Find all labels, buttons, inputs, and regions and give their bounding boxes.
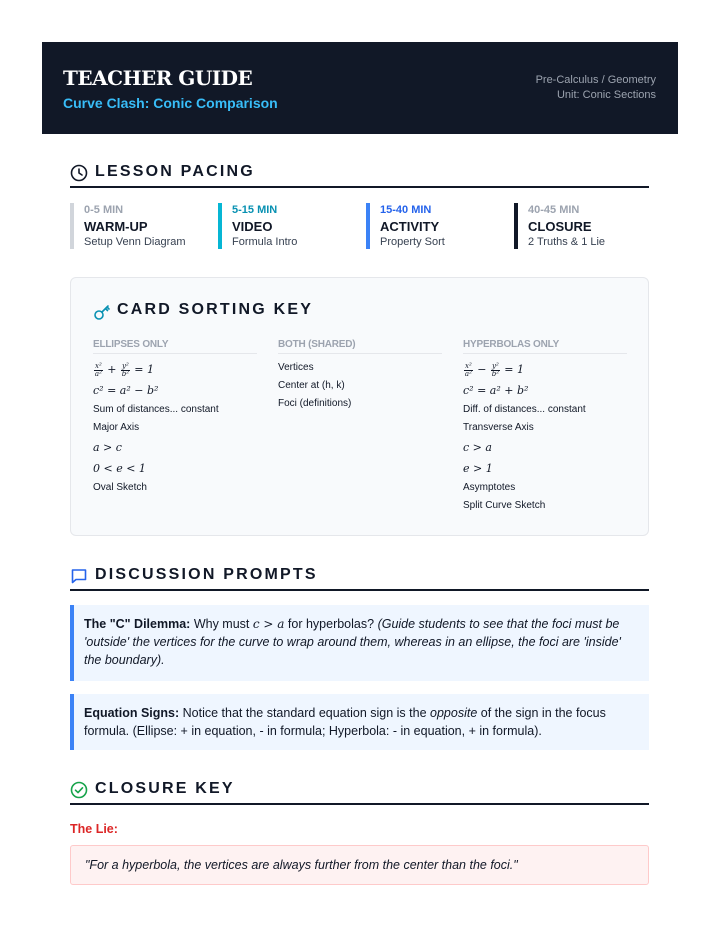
numerator: y² [491, 361, 499, 370]
key-icon [93, 303, 111, 321]
card-item: Foci (definitions) [278, 398, 352, 409]
card-item: Major Axis [93, 422, 140, 433]
prompt-c-dilemma [70, 605, 649, 681]
prompt-note: (Guide students to see that the foci must be 'outside' the vertices for the curve to wrap around them, whereas in an ellipse, the foci are 'inside' the boundary). [84, 617, 621, 667]
pacing-name: ACTIVITY [380, 219, 440, 234]
denominator: a² [464, 369, 472, 378]
hyperbola-relation: c² = a² + b² [463, 384, 529, 397]
prompt-text: Why must [193, 617, 250, 631]
pacing-name: WARM-UP [84, 219, 148, 234]
card-item: Transverse Axis [463, 422, 534, 433]
page-title: TEACHER GUIDE [63, 66, 253, 90]
denominator: b² [491, 369, 500, 378]
numerator: y² [121, 361, 129, 370]
card-item: Diff. of distances... constant [463, 404, 586, 415]
card-item: Split Curve Sketch [463, 500, 546, 511]
shared-column [278, 339, 442, 413]
fraction [491, 363, 500, 378]
column-heading: BOTH (SHARED) [278, 339, 442, 354]
unit-label: Unit: Conic Sections [556, 89, 656, 101]
hyperbola-equation [463, 359, 627, 380]
pacing-time: 15-40 MIN [380, 204, 432, 216]
numerator: x² [465, 361, 472, 370]
pacing-warm-up [70, 203, 210, 249]
check-circle-icon [70, 781, 88, 799]
prompt-label: The "C" Dilemma: [84, 617, 191, 631]
pacing-desc: 2 Truths & 1 Lie [528, 236, 606, 248]
prompt-text: Notice that the standard equation sign is the [182, 706, 427, 720]
card-item: Oval Sketch [93, 482, 147, 493]
equals: = 1 [504, 363, 524, 376]
prompt-equation-signs [70, 694, 649, 750]
pacing-time: 40-45 MIN [528, 204, 580, 216]
course-label: Pre-Calculus / Geometry [535, 74, 656, 86]
prompt-math: c > a [252, 617, 285, 631]
fraction [464, 363, 473, 378]
pacing-video [218, 203, 358, 249]
chat-icon [70, 567, 88, 585]
section-title: CLOSURE KEY [95, 780, 235, 797]
hyperbola-eccentricity: e > 1 [463, 462, 493, 475]
pacing-desc: Property Sort [380, 236, 445, 248]
hyperbola-inequality: c > a [463, 441, 492, 454]
prompt-label: Equation Signs: [84, 706, 180, 720]
pacing-name: VIDEO [232, 219, 273, 234]
numerator: x² [95, 361, 102, 370]
lie-label: The Lie: [70, 822, 118, 836]
prompt-text: of the sign in the focus formula. (Ellipse: + in equation, - in formula; Hyperbola: - in equation, + in formula). [84, 706, 606, 738]
card-item: Vertices [278, 362, 314, 373]
ellipse-eccentricity: 0 < e < 1 [93, 462, 146, 475]
pacing-desc: Formula Intro [232, 236, 298, 248]
denominator: b² [121, 369, 130, 378]
operator: + [107, 363, 117, 376]
section-title: DISCUSSION PROMPTS [95, 566, 318, 583]
card-item: Center at (h, k) [278, 380, 345, 391]
prompt-emphasis: opposite [430, 706, 478, 720]
pacing-closure [514, 203, 654, 249]
pacing-desc: Setup Venn Diagram [84, 236, 186, 248]
clock-icon [70, 164, 88, 182]
card-item: Sum of distances... constant [93, 404, 219, 415]
header-banner [42, 42, 678, 134]
pacing-time: 0-5 MIN [84, 204, 124, 216]
prompt-text: for hyperbolas? [287, 617, 375, 631]
pacing-time: 5-15 MIN [232, 204, 278, 216]
ellipse-equation [93, 359, 257, 380]
section-title: LESSON PACING [95, 163, 255, 180]
column-heading: HYPERBOLAS ONLY [463, 339, 627, 354]
card-item: Asymptotes [463, 482, 516, 493]
operator: − [477, 363, 487, 376]
card-sorting-key [70, 277, 649, 536]
pacing-name: CLOSURE [528, 219, 592, 234]
lesson-subtitle: Curve Clash: Conic Comparison [63, 95, 278, 111]
section-title: CARD SORTING KEY [117, 301, 314, 318]
ellipse-relation: c² = a² − b² [93, 384, 159, 397]
equals: = 1 [134, 363, 154, 376]
course-meta [536, 73, 656, 103]
hyperbolas-column [463, 339, 627, 515]
lie-statement: "For a hyperbola, the vertices are always further from the center than the foci." [70, 845, 649, 885]
ellipses-column [93, 339, 257, 497]
fraction [121, 363, 130, 378]
column-heading: ELLIPSES ONLY [93, 339, 257, 354]
pacing-activity [366, 203, 506, 249]
lesson-pacing-heading [70, 162, 649, 188]
denominator: a² [94, 369, 102, 378]
discussion-prompts-heading [70, 565, 649, 591]
fraction [94, 363, 103, 378]
closure-key-heading [70, 779, 649, 805]
ellipse-inequality: a > c [93, 441, 122, 454]
